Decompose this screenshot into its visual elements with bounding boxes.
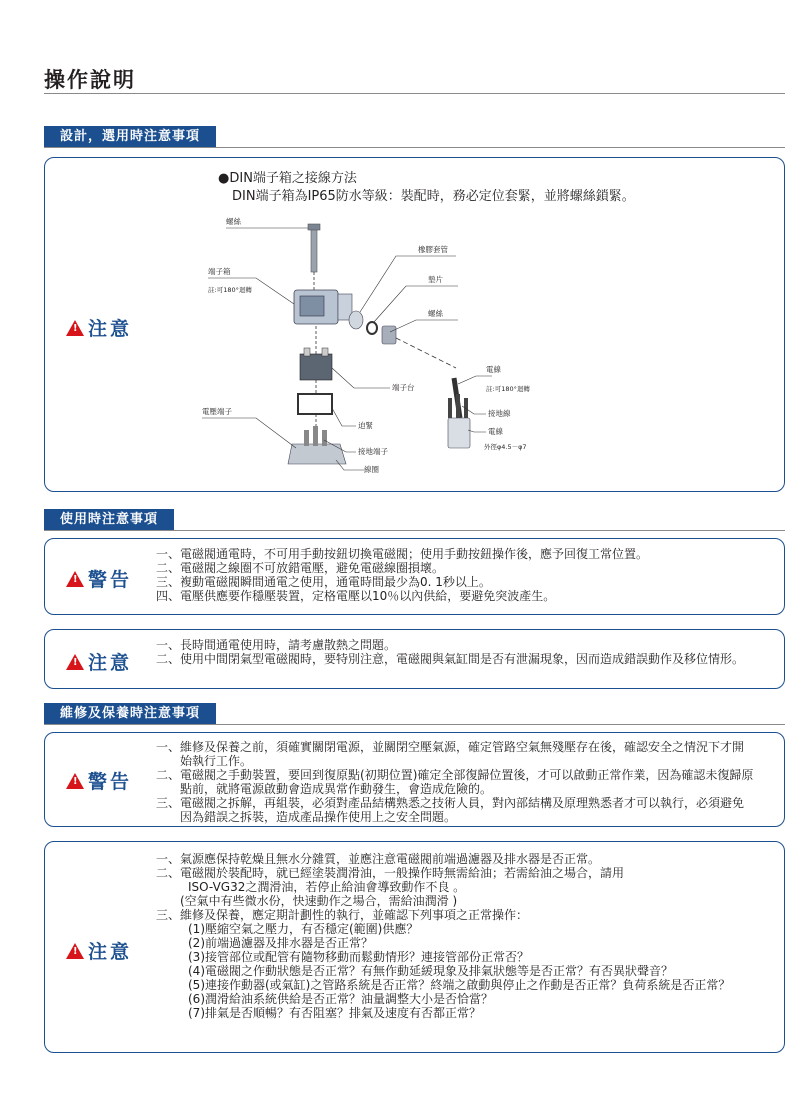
sub-item: (2)前端過濾器及排水器是否正常？ [188, 936, 373, 950]
list-item: 二、 電磁閥之線圈不可放錯電壓，避免電磁線圈損壞。 [156, 561, 445, 575]
sub-item: (1)壓縮空氣之壓力，有否穩定(範圍)供應？ [188, 922, 419, 936]
warning-triangle-icon [66, 571, 84, 587]
caution-text: 注意 [88, 318, 133, 340]
label-coil: 線圈 [364, 465, 379, 474]
caution-text: 注意 [88, 941, 133, 963]
warning-triangle-icon [66, 943, 84, 959]
list-item: 二、 電磁閥之手動裝置，要回到復原點(初期位置)確定全部復歸位置後，才可以啟動正常作業，因為確認未復歸原點前，就將電源啟動會造成異常作動發生，會造成危險的。 [156, 768, 754, 796]
warning-label [66, 767, 132, 794]
page-title: 操作說明 [44, 68, 136, 92]
warning-triangle-icon [66, 773, 84, 789]
list-item: 三、 維修及保養，應定期計劃性的執行，並確認下列事項之正常操作： [156, 908, 529, 922]
section-title: 設計，選用時注意事項 [44, 126, 216, 148]
label-wire-diameter: 外徑φ4.5－φ7 [484, 443, 527, 451]
label-gasket: 墊片 [428, 275, 443, 284]
list-item: 二、 使用中間閉氣型電磁閥時，要特別注意，電磁閥與氣缸間是否有泄漏現象，因而造成錯誤動作及移位情形。 [156, 652, 745, 666]
caution-label [66, 314, 132, 341]
section-divider [44, 530, 785, 531]
list-item: 一、 氣源應保持乾燥且無水分雜質，並應注意電磁閥前端過濾器及排水器是否正常。 [156, 852, 601, 866]
din-heading: ●DIN端子箱之接線方法 [218, 171, 357, 186]
label-screw: 螺絲 [226, 217, 241, 226]
warning-text: 警告 [88, 771, 133, 793]
section-title: 使用時注意事項 [44, 509, 174, 531]
sub-item: (5)連接作動器(或氣缸)之管路系統是否正常？終端之啟動與停止之作動是否正常？負荷系統是否正常？ [188, 978, 731, 992]
caution-text: 注意 [88, 652, 133, 674]
list-item: 二、 電磁閥於裝配時，就已經塗裝潤滑油，一般操作時無需給油；若需給油之場合，請用 [156, 866, 625, 880]
label-voltage-terminal: 電壓端子 [202, 407, 232, 416]
sub-item: (3)接管部位或配管有隨物移動而鬆動情形？連接管部份正常否？ [188, 950, 530, 964]
list-item: 三、 複動電磁閥瞬間通電之使用，通電時間最少為0. 1秒以上。 [156, 575, 491, 589]
list-item-continuation: ISO-VG32之潤滑油，若停止給油會導致動作不良 。 [188, 880, 466, 894]
warning-label [66, 565, 132, 592]
usage-warning-list [156, 547, 766, 603]
list-item: 四、 電壓供應要作穩壓裝置，定格電壓以10％以內供給，要避免突波產生。 [156, 589, 556, 603]
list-item: 一、 長時間通電使用時，請考慮散熱之問題。 [156, 638, 397, 652]
label-clamp: 迫緊 [358, 421, 373, 430]
section-header-maintenance [44, 703, 785, 725]
section-title: 維修及保養時注意事項 [44, 703, 216, 725]
label-terminal-block: 端子台 [392, 383, 415, 392]
section-divider [44, 147, 785, 148]
list-item: 一、 維修及保養之前，須確實關閉電源，並關閉空壓氣源，確定管路空氣無殘壓存在後，確認安全之情況下才開始執行工作。 [156, 740, 745, 768]
section-header-design [44, 126, 785, 148]
label-rubber-sleeve: 橡膠套管 [418, 245, 448, 254]
label-wire-note: 註:可180°迴轉 [486, 385, 530, 393]
section-header-usage [44, 509, 785, 531]
din-wiring-diagram [196, 208, 556, 488]
list-item: 三、 電磁閥之拆解，再組裝，必須對產品結構熟悉之技術人員，對內部結構及原理熟悉者才可以執行，必須避免因為錯誤之拆裝，造成產品操作使用上之安全問題。 [156, 796, 745, 824]
list-item-continuation: (空氣中有些微水份，快速動作之場合，需給油潤滑 ) [180, 894, 458, 908]
din-subtext: DIN端子箱為IP65防水等級：裝配時，務必定位套緊，並將螺絲鎖緊。 [232, 189, 635, 204]
usage-caution-list [156, 638, 756, 666]
sub-item: (6)潤滑給油系統供給是否正常？油量調整大小是否恰當？ [188, 992, 494, 1006]
label-screw-2: 螺絲 [428, 309, 443, 318]
title-divider [44, 93, 785, 94]
warning-text: 警告 [88, 569, 133, 591]
maintenance-warning-list [156, 740, 756, 824]
label-ground-terminal: 接地端子 [358, 447, 388, 456]
maintenance-caution-list [156, 852, 760, 1020]
label-wire-2: 電線 [488, 427, 503, 436]
caution-label [66, 937, 132, 964]
warning-triangle-icon [66, 654, 84, 670]
label-wire: 電線 [486, 365, 501, 374]
sub-item: (4)電磁閥之作動狀態是否正常？有無作動延緩現象及排氣狀態等是否正常？有否異狀聲音？ [188, 964, 674, 978]
label-ground-wire: 接地線 [488, 409, 511, 418]
sub-item: (7)排氣是否順暢？有否阻塞？排氣及速度有否都正常？ [188, 1006, 482, 1020]
warning-triangle-icon [66, 320, 84, 336]
label-terminal-box-note: 註:可180°迴轉 [208, 286, 252, 294]
label-terminal-box: 端子箱 [208, 267, 231, 276]
caution-label [66, 648, 132, 675]
section-divider [44, 724, 785, 725]
list-item: 一、 電磁閥通電時，不可用手動按鈕切換電磁閥；使用手動按鈕操作後，應予回復工常位置。 [156, 547, 649, 561]
